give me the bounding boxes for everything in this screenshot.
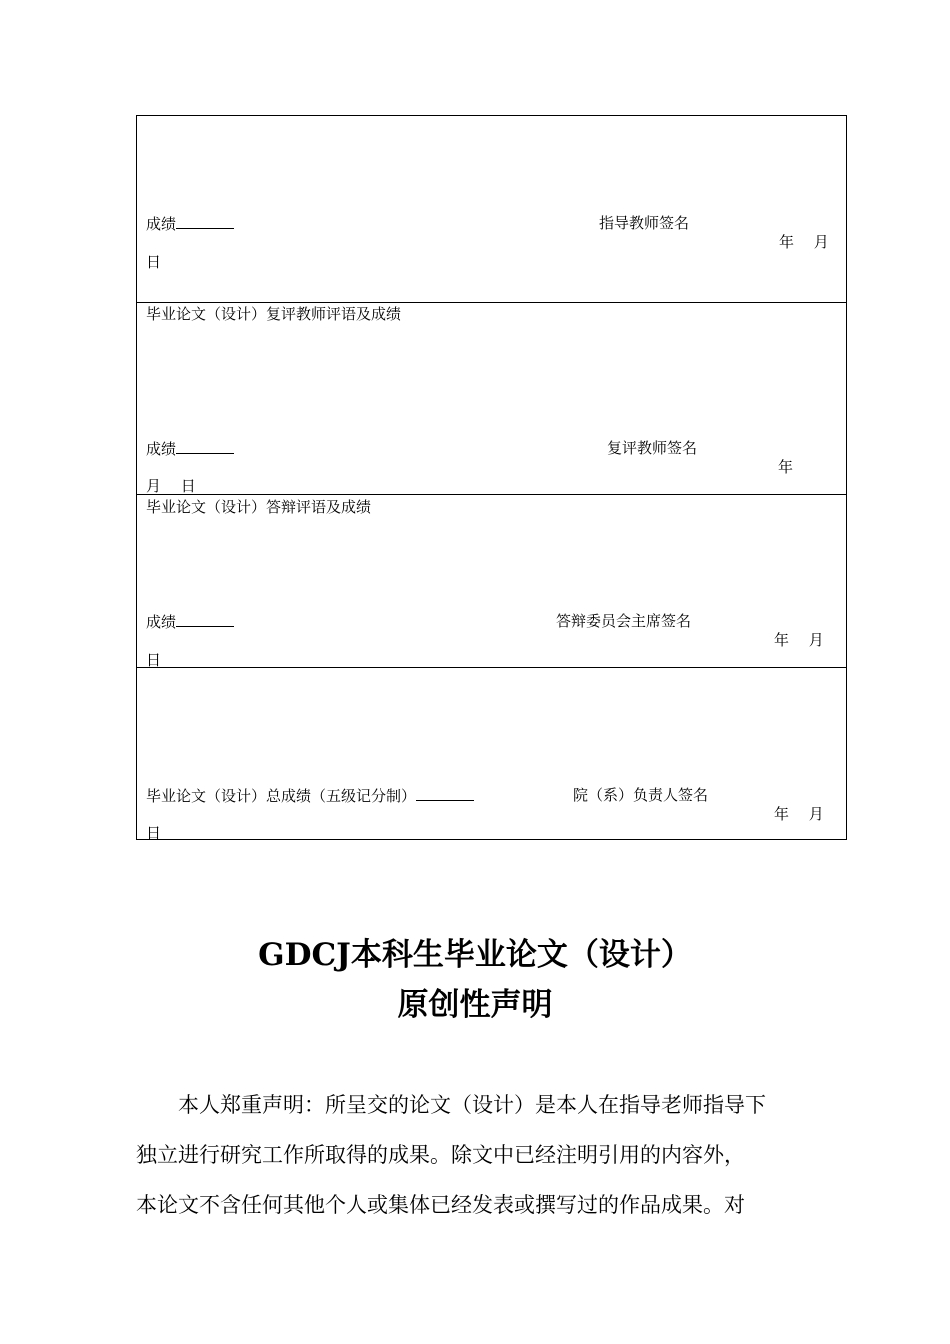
dean-signature-label: 院（系）负责人签名: [573, 786, 709, 804]
reviewer-score-label: [146, 439, 234, 458]
reviewer-heading: 毕业论文（设计）复评教师评语及成绩: [146, 305, 402, 323]
advisor-score-label: [146, 214, 234, 233]
score-blank[interactable]: [176, 214, 234, 229]
reviewer-signature-label: 复评教师签名: [607, 439, 698, 457]
declaration-line-2: 独立进行研究工作所取得的成果。除文中已经注明引用的内容外，: [136, 1143, 745, 1167]
total-date-day: 日: [146, 824, 162, 842]
defense-date-year-month: 年 月: [774, 631, 824, 649]
advisor-date-day: 日: [146, 253, 162, 271]
score-label-text: 成绩: [146, 613, 177, 631]
defense-heading: 毕业论文（设计）答辩评语及成绩: [146, 498, 372, 516]
score-blank[interactable]: [176, 439, 234, 454]
declaration-title-line1: GDCJ本科生毕业论文（设计）: [258, 937, 692, 973]
evaluation-form-table: [136, 115, 847, 840]
declaration-line-1: 本人郑重声明：所呈交的论文（设计）是本人在指导老师指导下: [136, 1093, 766, 1117]
total-score-label-text: 毕业论文（设计）总成绩（五级记分制）: [146, 787, 417, 805]
total-score-section: [137, 667, 846, 840]
defense-score-label: [146, 612, 234, 631]
advisor-date-year-month: 年 月: [779, 233, 829, 251]
declaration-line-3: 本论文不含任何其他个人或集体已经发表或撰写过的作品成果。对: [136, 1193, 745, 1217]
total-score-label: [146, 786, 474, 805]
reviewer-date-month-day: 月 日: [146, 477, 196, 495]
defense-signature-label: 答辩委员会主席签名: [556, 612, 692, 630]
defense-section: [137, 494, 846, 668]
defense-date-day: 日: [146, 651, 162, 669]
advisor-section: [137, 116, 846, 302]
reviewer-section: [137, 302, 846, 495]
total-score-blank[interactable]: [416, 786, 474, 801]
score-label-text: 成绩: [146, 440, 177, 458]
score-label-text: 成绩: [146, 215, 177, 233]
declaration-title-line2: 原创性声明: [397, 987, 553, 1023]
reviewer-date-year: 年: [778, 458, 794, 476]
advisor-signature-label: 指导教师签名: [599, 214, 690, 232]
score-blank[interactable]: [176, 612, 234, 627]
total-date-year-month: 年 月: [774, 805, 824, 823]
